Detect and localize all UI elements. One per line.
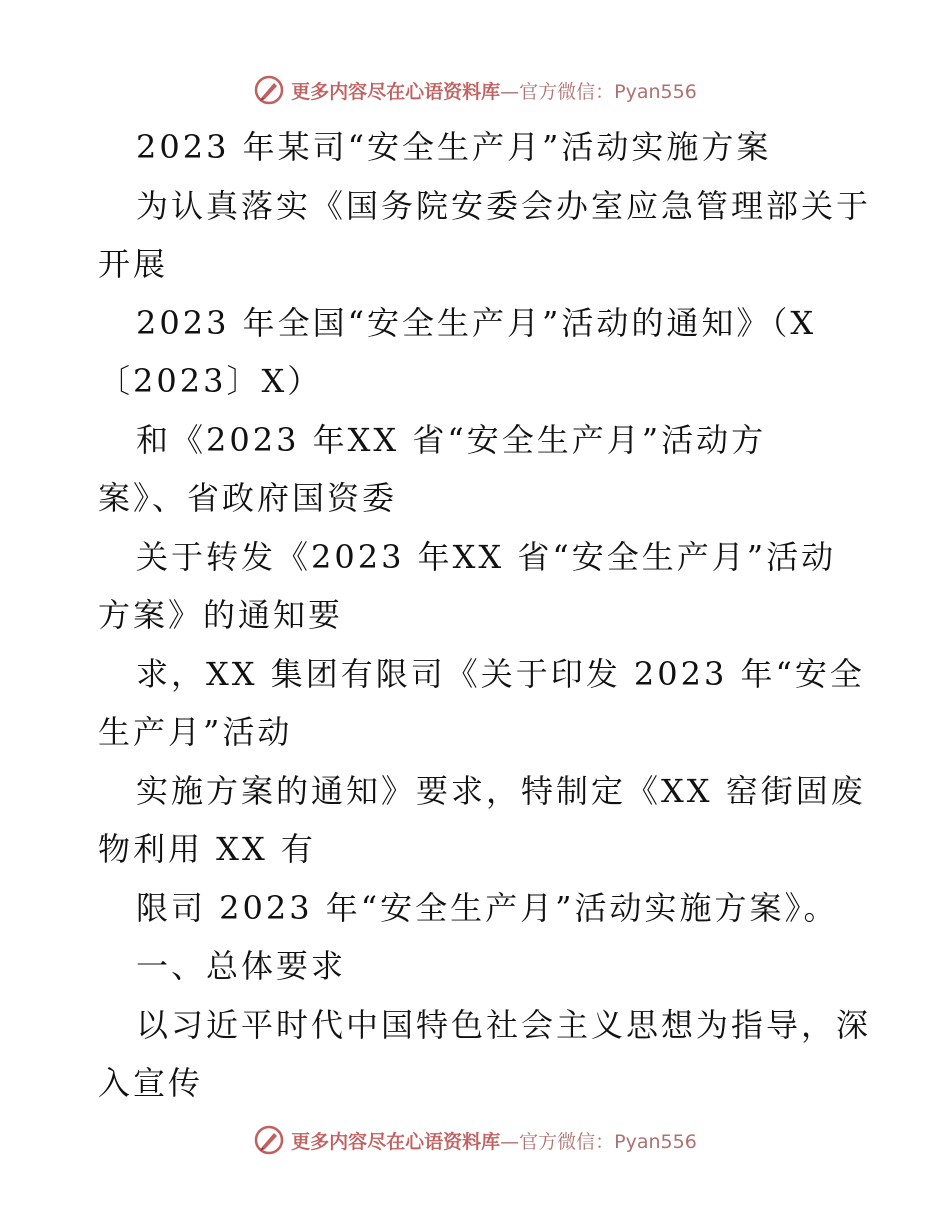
doc-line: 案》、省政府国资委: [98, 479, 398, 517]
doc-line: 限司 2023 年“安全生产月”活动实施方案》。: [136, 888, 839, 927]
doc-line: 实施方案的通知》要求，特制定《XX 窑街固废: [136, 771, 866, 810]
doc-line: 〔2023〕X）: [98, 362, 323, 400]
pen-seal-icon: [253, 1124, 285, 1156]
doc-line: 和《2023 年XX 省“安全生产月”活动方: [136, 420, 767, 459]
watermark-text: 更多内容尽在心语资料库—官方微信：Pyan556: [291, 1130, 697, 1153]
doc-line: 2023 年全国“安全生产月”活动的通知》（X: [136, 303, 817, 342]
header-watermark: [0, 72, 950, 108]
watermark-text: 更多内容尽在心语资料库—官方微信：Pyan556: [291, 80, 697, 103]
doc-line: 方案》的通知要: [98, 596, 344, 634]
doc-line: 以习近平时代中国特色社会主义思想为指导，深: [136, 1005, 872, 1044]
pen-seal-icon: [253, 74, 285, 106]
doc-line: 求，XX 集团有限司《关于印发 2023 年“安全: [136, 654, 865, 693]
doc-line: 为认真落实《国务院安委会办室应急管理部关于: [136, 186, 872, 225]
doc-line: 物利用 XX 有: [98, 830, 316, 868]
document-body: [98, 118, 872, 1113]
doc-line: 关于转发《2023 年XX 省“安全生产月”活动: [136, 537, 837, 576]
section-heading: 一、总体要求: [136, 947, 347, 985]
doc-line: 生产月”活动: [98, 713, 293, 751]
footer-watermark: [0, 1122, 950, 1158]
doc-line: 2023 年某司“安全生产月”活动实施方案: [136, 128, 772, 166]
doc-line: 入宣传: [98, 1064, 204, 1102]
doc-line: 开展: [98, 245, 169, 283]
